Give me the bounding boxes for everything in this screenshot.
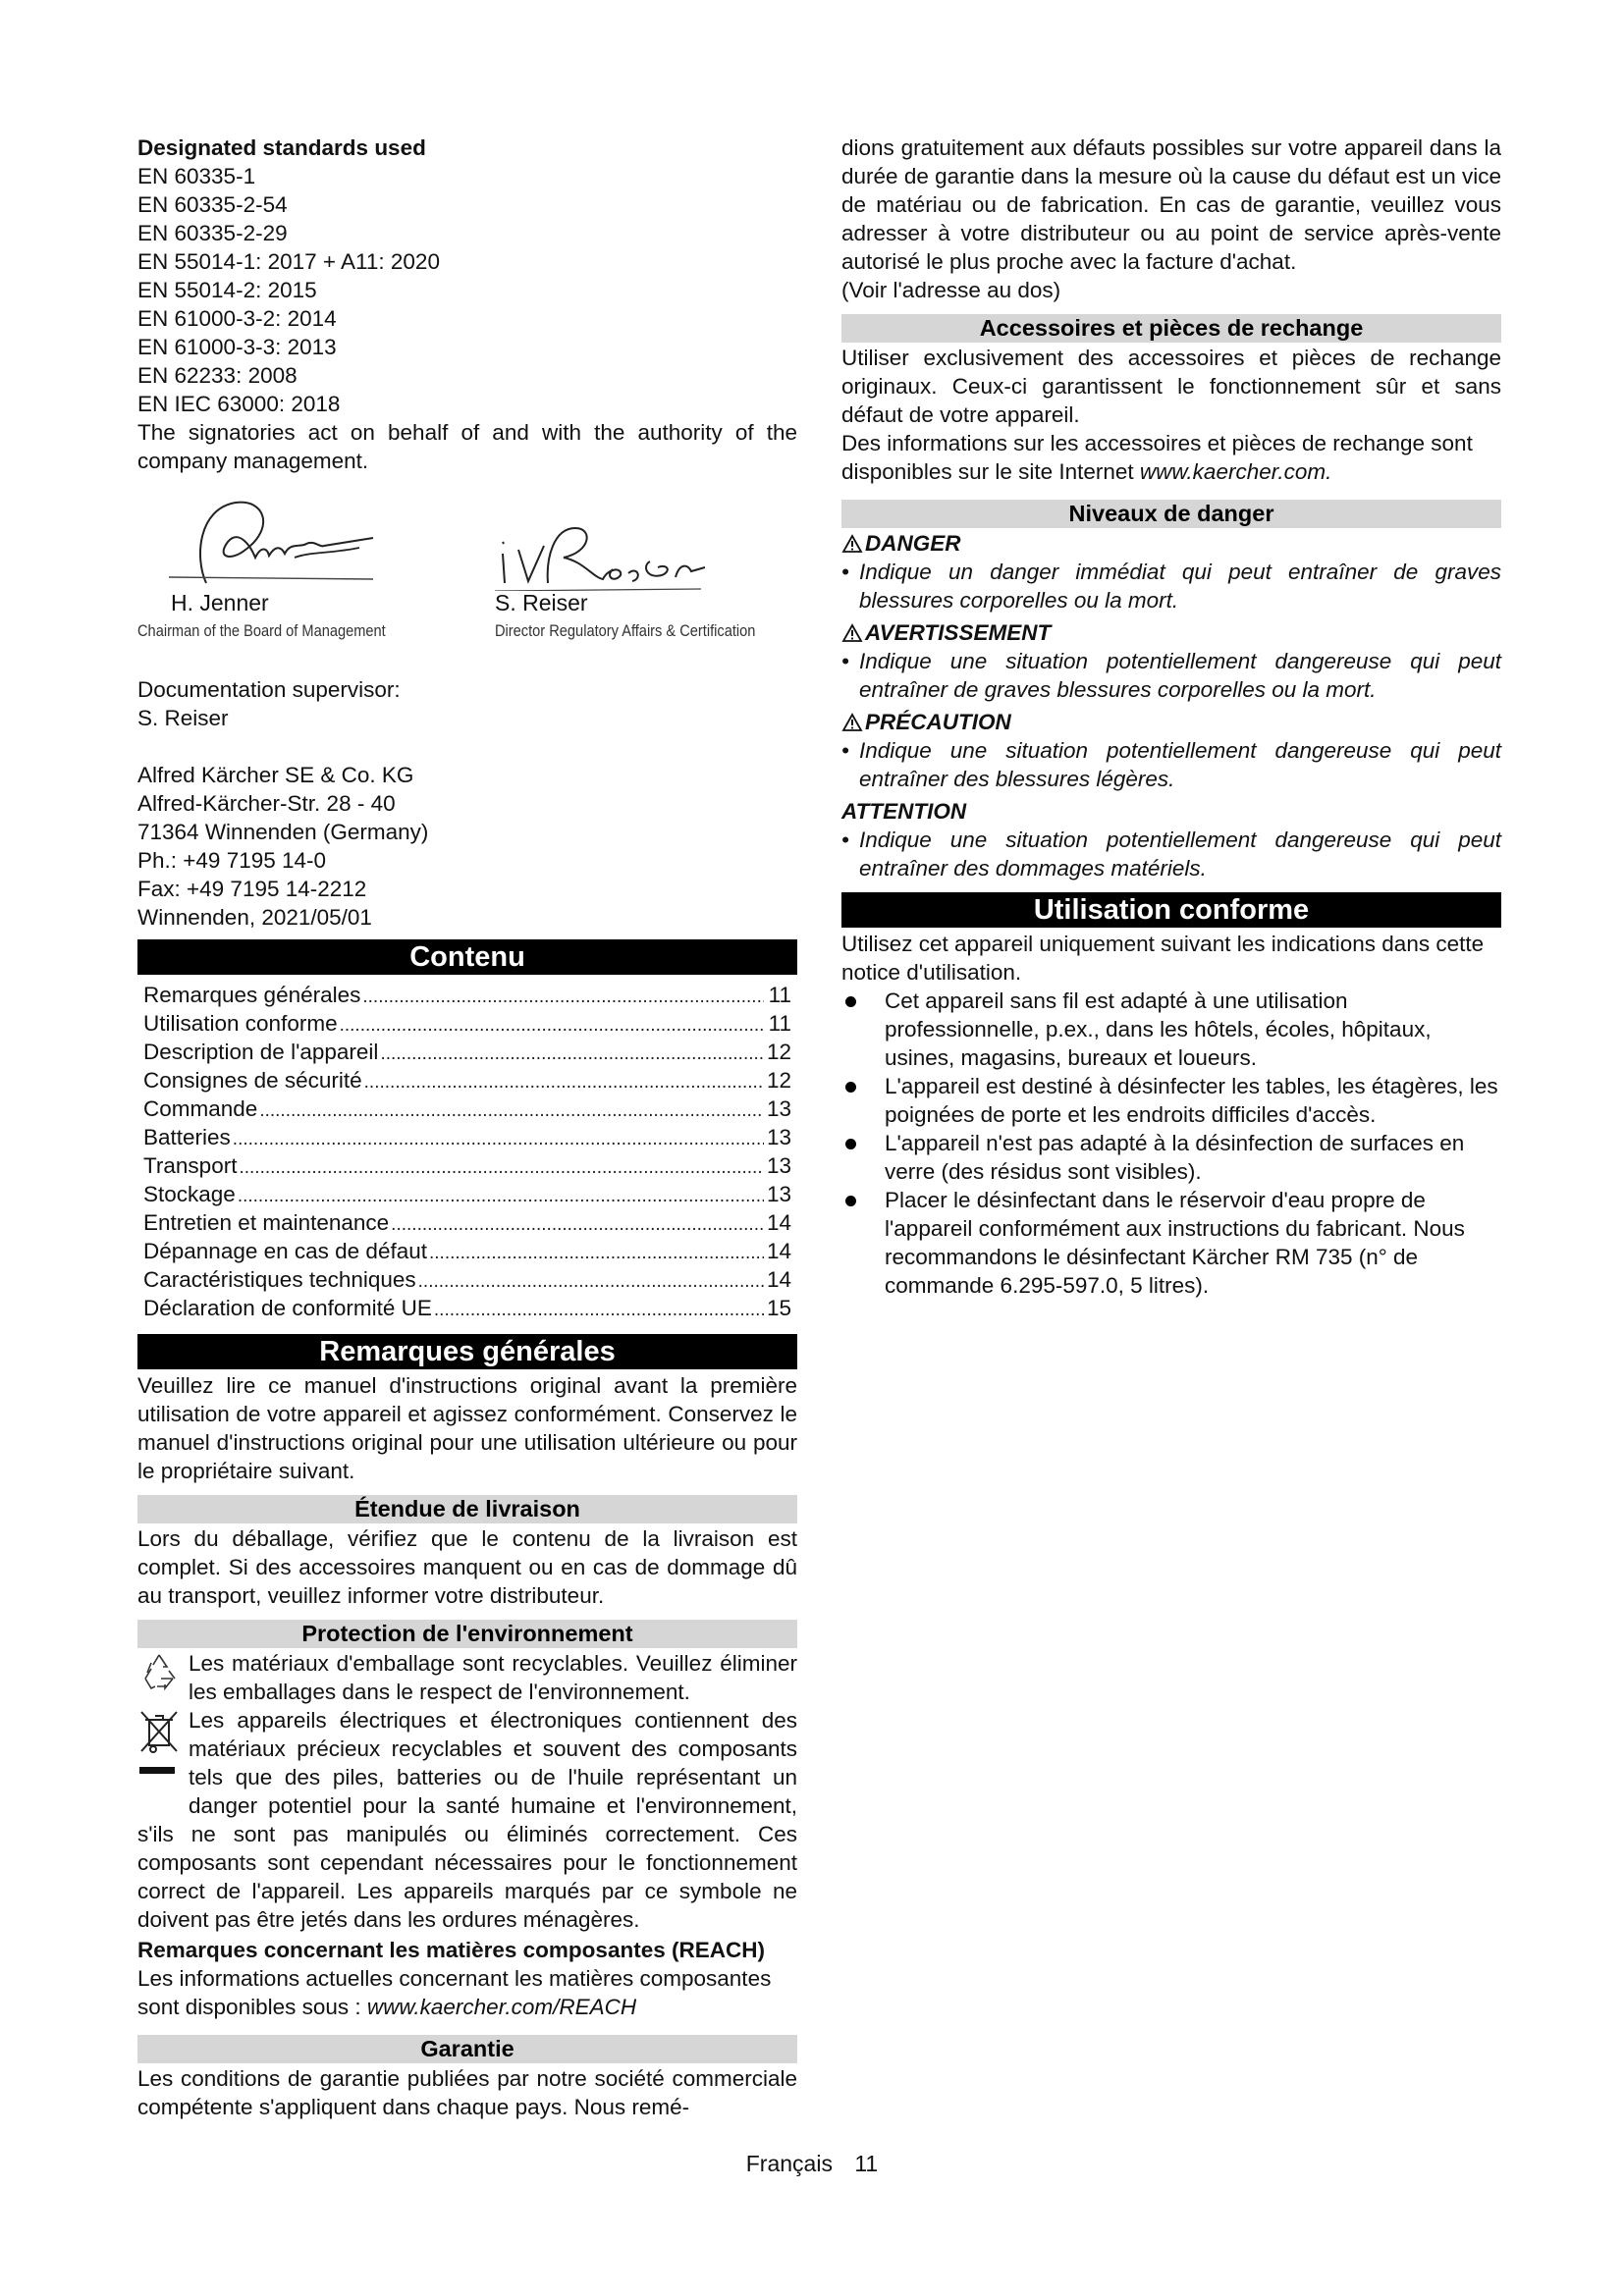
address-city: 71364 Winnenden (Germany)	[137, 820, 429, 844]
toc-leader-dots	[391, 1210, 764, 1239]
documentation-label: Documentation supervisor:	[137, 677, 401, 702]
toc-entry-label: Description de l'appareil	[143, 1040, 379, 1064]
standard-item: EN 60335-1	[137, 164, 256, 188]
address-date: Winnenden, 2021/05/01	[137, 905, 372, 930]
warning-triangle-icon	[841, 623, 863, 643]
toc-entry-page: 11	[768, 1011, 791, 1036]
remarques-heading: Remarques générales	[137, 1334, 797, 1369]
documentation-name: S. Reiser	[137, 706, 229, 730]
page-footer	[0, 2150, 1624, 2178]
danger-level-label: DANGER	[865, 531, 961, 556]
toc-entry-label: Utilisation conforme	[143, 1011, 338, 1036]
left-column	[137, 133, 797, 2121]
danger-level-label: PRÉCAUTION	[865, 710, 1011, 734]
toc-entry-label: Batteries	[143, 1125, 231, 1149]
list-item	[841, 1072, 1501, 1129]
standard-item: EN 61000-3-3: 2013	[137, 335, 337, 359]
toc-entry-label: Caractéristiques techniques	[143, 1267, 416, 1292]
list-item	[841, 987, 1501, 1072]
accessoires-link[interactable]: www.kaercher.com.	[1139, 459, 1332, 484]
toc-entry-page: 12	[766, 1068, 791, 1093]
toc-leader-dots	[429, 1239, 764, 1267]
toc-entry[interactable]	[143, 1208, 791, 1237]
reach-link[interactable]: www.kaercher.com/REACH	[366, 1995, 637, 2019]
garantie-heading: Garantie	[137, 2035, 797, 2063]
weee-icon	[137, 1706, 189, 1792]
toc-leader-dots	[364, 1068, 764, 1096]
danger-level-text: Indique une situation potentiellement dangereuse qui peut entraîner de graves blessures corporelles ou la mort.	[859, 649, 1501, 702]
toc-entry[interactable]	[143, 1123, 791, 1151]
footer-page-number: 11	[854, 2151, 879, 2176]
list-item	[841, 1186, 1501, 1300]
bullet-icon	[841, 1072, 885, 1129]
toc-entry[interactable]	[143, 1294, 791, 1322]
garantie-text-left: Les conditions de garantie publiées par notre société commerciale compétente s'appliquent dans chaque pays. Nous remé-	[137, 2066, 797, 2119]
danger-level-title	[841, 708, 1501, 736]
list-item	[841, 1129, 1501, 1186]
toc-leader-dots	[233, 1125, 764, 1153]
accessoires-text2: Des informations sur les accessoires et pièces de rechange sont disponibles sur le site Internet	[841, 431, 1473, 484]
signature-jenner-image	[137, 489, 432, 591]
toc-entry-label: Consignes de sécurité	[143, 1068, 362, 1093]
standards-list	[137, 162, 797, 418]
accessoires-text1: Utiliser exclusivement des accessoires et pièces de rechange originaux. Ceux-ci garantissent le fonctionnement sûr et sans défaut de votre appareil.	[841, 346, 1501, 427]
toc-entry-page: 13	[766, 1125, 791, 1149]
toc-entry[interactable]	[143, 1009, 791, 1038]
signatory-left-name: H. Jenner	[171, 590, 269, 615]
toc-leader-dots	[418, 1267, 764, 1296]
danger-level-title	[841, 529, 1501, 558]
signatories-text: The signatories act on behalf of and with the authority of the company management.	[137, 420, 797, 473]
utilisation-bullets	[841, 987, 1501, 1300]
signatory-right-name: S. Reiser	[495, 590, 588, 615]
standards-heading: Designated standards used	[137, 135, 426, 160]
accessoires-paragraph2	[841, 429, 1501, 486]
toc-leader-dots	[259, 1096, 764, 1125]
toc-heading: Contenu	[137, 939, 797, 975]
toc-entry-label: Déclaration de conformité UE	[143, 1296, 432, 1320]
danger-level-description	[841, 558, 1501, 614]
toc-entry-label: Transport	[143, 1153, 238, 1178]
toc-leader-dots	[340, 1011, 764, 1040]
danger-level-title	[841, 618, 1501, 647]
toc-entry-page: 14	[766, 1239, 791, 1263]
danger-level-label: ATTENTION	[841, 799, 967, 824]
toc-entry[interactable]	[143, 1265, 791, 1294]
list-item-text: L'appareil n'est pas adapté à la désinfection de surfaces en verre (des résidus sont visibles).	[885, 1131, 1465, 1184]
signature-right	[495, 489, 809, 645]
utilisation-intro: Utilisez cet appareil uniquement suivant les indications dans cette notice d'utilisation.	[841, 932, 1485, 985]
garantie-text-right: dions gratuitement aux défauts possibles sur votre appareil dans la durée de garantie dans la mesure où la cause du défaut est un vice de matériau ou de fabrication. En cas de garantie, veuillez vous adresser à votre distributeur ou au point de service après-vente autorisé le plus proche avec la facture d'achat.	[841, 135, 1501, 274]
toc-entry[interactable]	[143, 1237, 791, 1265]
bullet-icon: •	[841, 828, 849, 852]
toc-entry-label: Commande	[143, 1096, 258, 1121]
utilisation-heading: Utilisation conforme	[841, 892, 1501, 928]
danger-levels	[841, 529, 1501, 882]
recycle-text: Les matériaux d'emballage sont recyclables. Veuillez éliminer les emballages dans le respect de l'environnement.	[189, 1651, 797, 1704]
livraison-text: Lors du déballage, vérifiez que le contenu de la livraison est complet. Si des accessoires manquent ou en cas de dommage dû au transport, veuillez informer votre distributeur.	[137, 1526, 797, 1608]
reach-paragraph	[137, 1964, 797, 2021]
list-item-text: Cet appareil sans fil est adapté à une utilisation professionnelle, p.ex., dans les hôtels, écoles, hôpitaux, usines, magasins, bureaux et loueurs.	[885, 988, 1432, 1070]
danger-level-text: Indique une situation potentiellement dangereuse qui peut entraîner des dommages matériels.	[859, 828, 1501, 881]
address-fax: Fax: +49 7195 14-2212	[137, 877, 367, 901]
danger-heading: Niveaux de danger	[841, 500, 1501, 528]
right-column	[841, 133, 1501, 1300]
warning-triangle-icon	[841, 534, 863, 554]
danger-level-text: Indique une situation potentiellement dangereuse qui peut entraîner des blessures légères.	[859, 738, 1501, 791]
toc-entry-page: 12	[766, 1040, 791, 1064]
toc-entry-page: 13	[766, 1182, 791, 1206]
toc-entry[interactable]	[143, 981, 791, 1009]
warning-triangle-icon	[841, 713, 863, 732]
signatory-right-title: Director Regulatory Affairs & Certification	[495, 621, 756, 640]
toc-entry-label: Dépannage en cas de défaut	[143, 1239, 427, 1263]
bullet-icon	[841, 1186, 885, 1300]
signature-reiser-image	[495, 489, 789, 591]
toc-entry-page: 15	[766, 1296, 791, 1320]
standard-item: EN 55014-2: 2015	[137, 278, 317, 302]
signature-left	[137, 489, 452, 645]
danger-level-text: Indique un danger immédiat qui peut entraîner de graves blessures corporelles ou la mort.	[859, 560, 1501, 613]
address-company: Alfred Kärcher SE & Co. KG	[137, 763, 414, 787]
recycle-row	[137, 1649, 797, 1706]
recycle-icon	[137, 1649, 189, 1706]
standard-item: EN 55014-1: 2017 + A11: 2020	[137, 249, 440, 274]
toc-entry-page: 11	[768, 983, 791, 1007]
toc-entry-label: Entretien et maintenance	[143, 1210, 390, 1235]
bullet-icon	[841, 1129, 885, 1186]
address-street: Alfred-Kärcher-Str. 28 - 40	[137, 791, 396, 816]
toc-entry-label: Stockage	[143, 1182, 236, 1206]
toc-leader-dots	[380, 1040, 764, 1068]
toc-entry[interactable]	[143, 1095, 791, 1123]
accessoires-heading: Accessoires et pièces de rechange	[841, 314, 1501, 343]
danger-level-title	[841, 797, 1501, 826]
toc-leader-dots	[238, 1182, 764, 1210]
signature-block	[137, 489, 797, 675]
table-of-contents	[137, 981, 797, 1322]
weee-block	[137, 1706, 797, 1934]
standard-item: EN 61000-3-2: 2014	[137, 306, 337, 331]
reach-text: Les informations actuelles concernant les matières composantes sont disponibles sous :	[137, 1966, 772, 2019]
danger-level-description	[841, 826, 1501, 882]
danger-level-description	[841, 647, 1501, 704]
garantie-address-note: (Voir l'adresse au dos)	[841, 278, 1061, 302]
toc-leader-dots	[362, 983, 764, 1011]
bullet-icon: •	[841, 560, 849, 584]
toc-entry-page: 13	[766, 1153, 791, 1178]
remarques-text: Veuillez lire ce manuel d'instructions original avant la première utilisation de votre appareil et agissez conformément. Conservez le manuel d'instructions original pour une utilisation ultérieure ou pour le propriétaire suivant.	[137, 1373, 797, 1483]
danger-level-description	[841, 736, 1501, 793]
toc-entry[interactable]	[143, 1066, 791, 1095]
toc-entry-label: Remarques générales	[143, 983, 361, 1007]
standard-item: EN IEC 63000: 2018	[137, 392, 341, 416]
address-phone: Ph.: +49 7195 14-0	[137, 848, 327, 873]
danger-level-label: AVERTISSEMENT	[865, 620, 1052, 645]
bullet-icon: •	[841, 649, 849, 673]
bullet-icon	[841, 987, 885, 1072]
toc-leader-dots	[434, 1296, 764, 1324]
reach-heading: Remarques concernant les matières composantes (REACH)	[137, 1938, 765, 1962]
list-item-text: L'appareil est destiné à désinfecter les tables, les étagères, les poignées de porte et les endroits difficiles d'accès.	[885, 1074, 1498, 1127]
toc-leader-dots	[239, 1153, 764, 1182]
toc-entry[interactable]	[143, 1151, 791, 1180]
footer-language: Français	[745, 2151, 833, 2176]
toc-entry[interactable]	[143, 1180, 791, 1208]
toc-entry-page: 14	[766, 1267, 791, 1292]
standard-item: EN 60335-2-54	[137, 192, 288, 217]
signatory-left-title: Chairman of the Board of Management	[137, 621, 386, 640]
environnement-heading: Protection de l'environnement	[137, 1620, 797, 1648]
list-item-text: Placer le désinfectant dans le réservoir d'eau propre de l'appareil conformément aux instructions du fabricant. Nous recommandons le désinfectant Kärcher RM 735 (n° de commande 6.295-597.0, 5 litres).	[885, 1188, 1465, 1298]
toc-entry-page: 13	[766, 1096, 791, 1121]
standard-item: EN 60335-2-29	[137, 221, 288, 245]
bullet-icon: •	[841, 738, 849, 763]
standard-item: EN 62233: 2008	[137, 363, 298, 388]
toc-entry[interactable]	[143, 1038, 791, 1066]
toc-entry-page: 14	[766, 1210, 791, 1235]
weee-text: Les appareils électriques et électroniques contiennent des matériaux précieux recyclables et souvent des composants tels que des piles, batteries ou de l'huile représentant un danger potentiel pour la santé humaine et l'environnement, s'ils ne sont pas manipulés ou éliminés correctement. Ces composants sont cependant nécessaires pour le fonctionnement correct de l'appareil. Les appareils marqués par ce symbole ne doivent pas être jetés dans les ordures ménagères.	[137, 1708, 797, 1932]
livraison-heading: Étendue de livraison	[137, 1495, 797, 1523]
